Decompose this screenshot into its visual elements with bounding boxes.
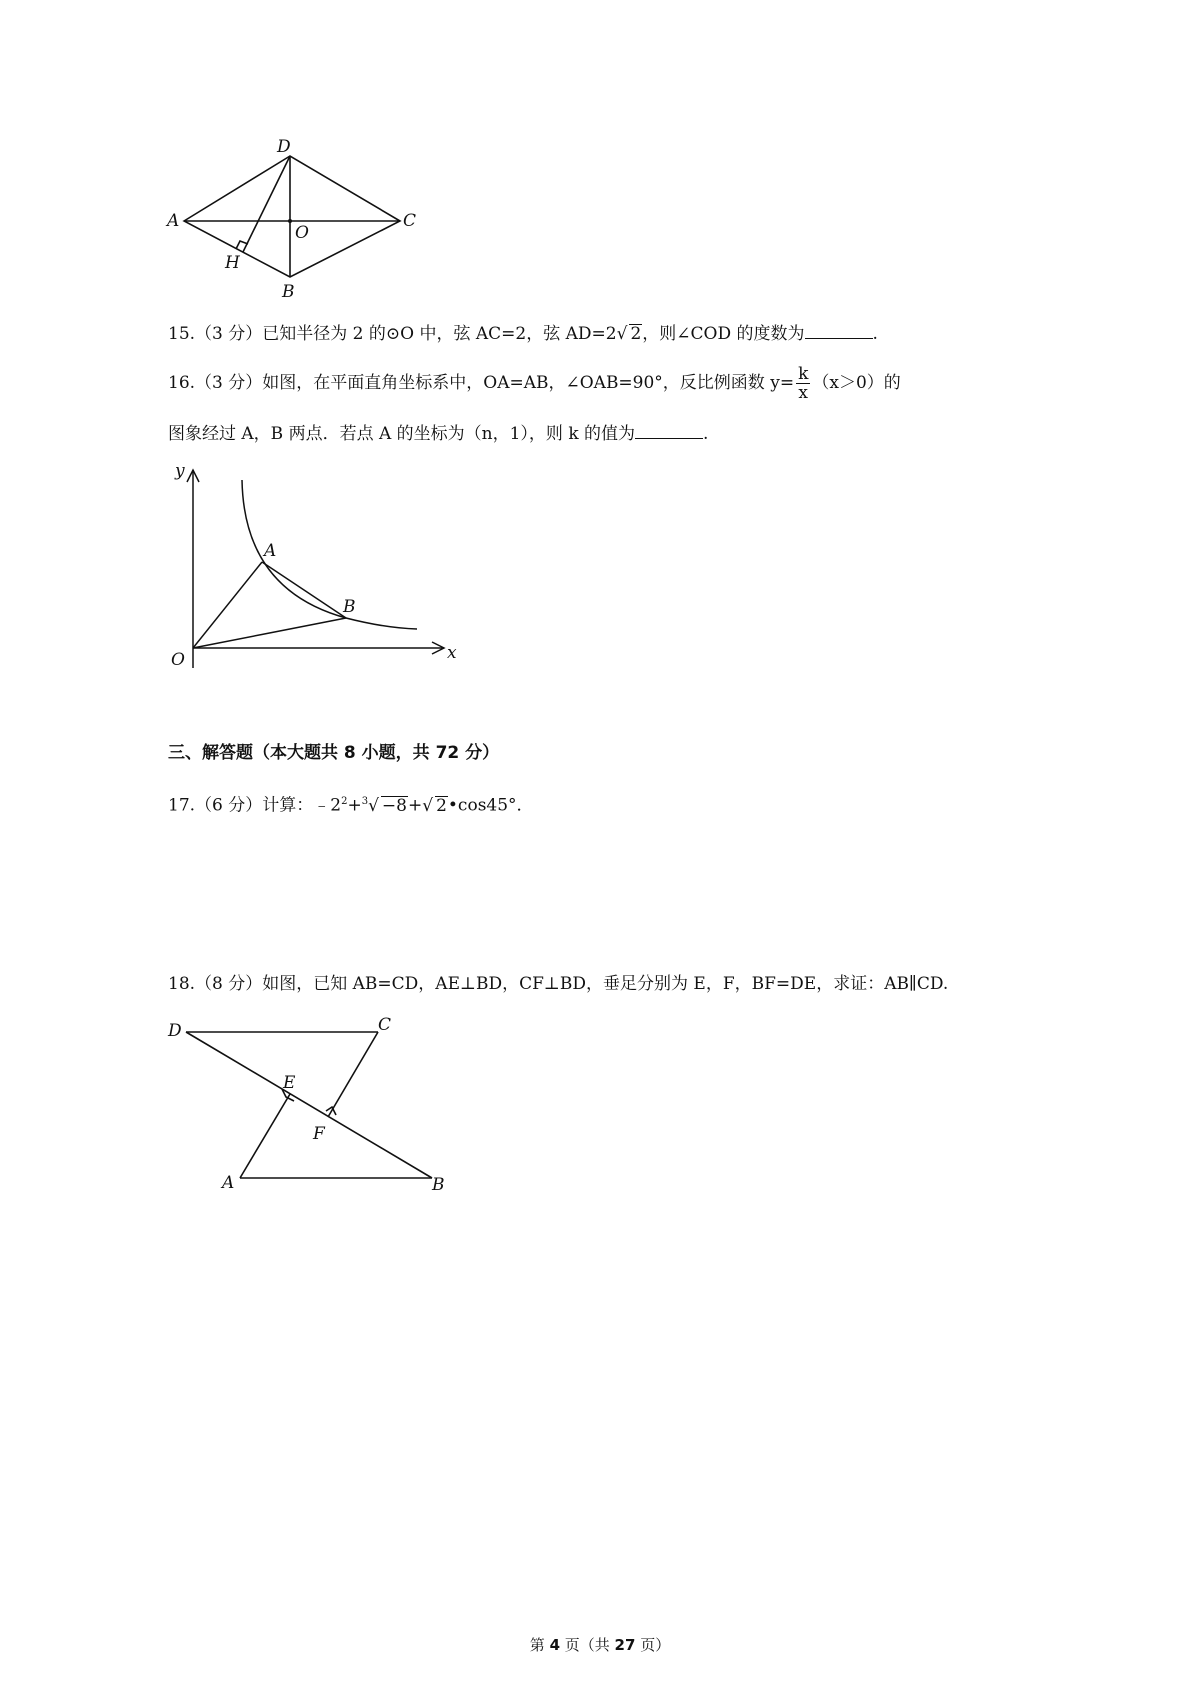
label-e: E (283, 1073, 296, 1093)
footer-post: 页） (635, 1636, 671, 1654)
q16-fraction (796, 365, 810, 402)
label-o: O (295, 223, 309, 243)
footer-page-number: 4 (549, 1636, 560, 1654)
question-16-line2 (168, 420, 708, 446)
label-d: D (277, 137, 291, 157)
segment-db (186, 1032, 432, 1178)
footer-pre: 第 (529, 1636, 550, 1654)
label-origin: O (171, 650, 185, 670)
label-b: B (282, 282, 295, 302)
segment-cf (328, 1032, 378, 1117)
rhombus-figure (167, 137, 430, 305)
label-f: F (313, 1124, 325, 1144)
q15-prefix: 15.（3 分）已知半径为 2 的⊙O 中，弦 AC=2，弦 AD=2 (168, 324, 617, 344)
label-h: H (225, 253, 240, 273)
question-17 (168, 790, 534, 818)
question-16-line1 (168, 365, 901, 402)
q17-suffix: •cos45°． (447, 795, 534, 816)
q16-end: . (703, 424, 709, 444)
segment-ob (193, 618, 346, 648)
label-y: y (175, 461, 185, 481)
label-d: D (168, 1021, 182, 1041)
z-figure (165, 1010, 455, 1195)
q16-frac-num: k (798, 364, 809, 384)
q17-prefix: 17.（6 分）计算：﹣2 (168, 795, 342, 816)
segment-ab (262, 562, 346, 618)
segment-oa (193, 562, 262, 648)
label-x: x (447, 643, 457, 663)
q15-sqrt: √ 2 (616, 324, 642, 344)
footer-total-pages: 27 (614, 1636, 636, 1654)
q16-line2: 图象经过 A，B 两点．若点 A 的坐标为（n，1），则 k 的值为 (168, 424, 636, 444)
point-o (288, 219, 292, 223)
q17-exponent: 2 (341, 796, 348, 807)
q15-suffix: ，则∠COD 的度数为 (642, 324, 805, 344)
q17-cube-radicand: −8 (381, 795, 407, 816)
q17-cube-index: 3 (361, 796, 369, 807)
question-15 (168, 320, 878, 346)
label-a: A (167, 211, 180, 231)
q16-suffix: （x＞0）的 (812, 373, 901, 393)
q16-prefix: 16.（3 分）如图，在平面直角坐标系中，OA=AB，∠OAB=90°，反比例函数 y= (168, 373, 795, 393)
q16-frac-den: x (798, 383, 809, 403)
footer-mid: 页（共 (560, 1636, 615, 1654)
label-a: A (264, 541, 277, 561)
hyperbola-figure (165, 458, 465, 673)
page-footer (0, 1634, 1200, 1655)
q17-sqrt: √ 2 (422, 795, 447, 816)
q16-answer-blank (635, 420, 703, 439)
label-c: C (403, 211, 417, 231)
q15-answer-blank (805, 320, 873, 339)
label-a: A (222, 1173, 235, 1193)
q15-end: . (872, 324, 878, 344)
q17-plus-2: + (407, 795, 423, 816)
label-b: B (343, 597, 356, 617)
label-b: B (432, 1175, 445, 1195)
rhombus-outline (184, 156, 400, 277)
section-3-heading: 三、解答题（本大题共 8 小题，共 72 分） (168, 743, 500, 763)
q17-sqrt-radicand: 2 (436, 795, 447, 816)
q17-plus-1: + (347, 795, 362, 816)
segment-ae (240, 1094, 290, 1178)
q17-cube-root: √ −8 (368, 795, 407, 816)
question-18: 18.（8 分）如图，已知 AB=CD，AE⊥BD，CF⊥BD，垂足分别为 E，F，BF=DE，求证：AB∥CD. (168, 974, 949, 994)
q15-radicand: 2 (630, 324, 642, 344)
label-c: C (378, 1015, 392, 1035)
